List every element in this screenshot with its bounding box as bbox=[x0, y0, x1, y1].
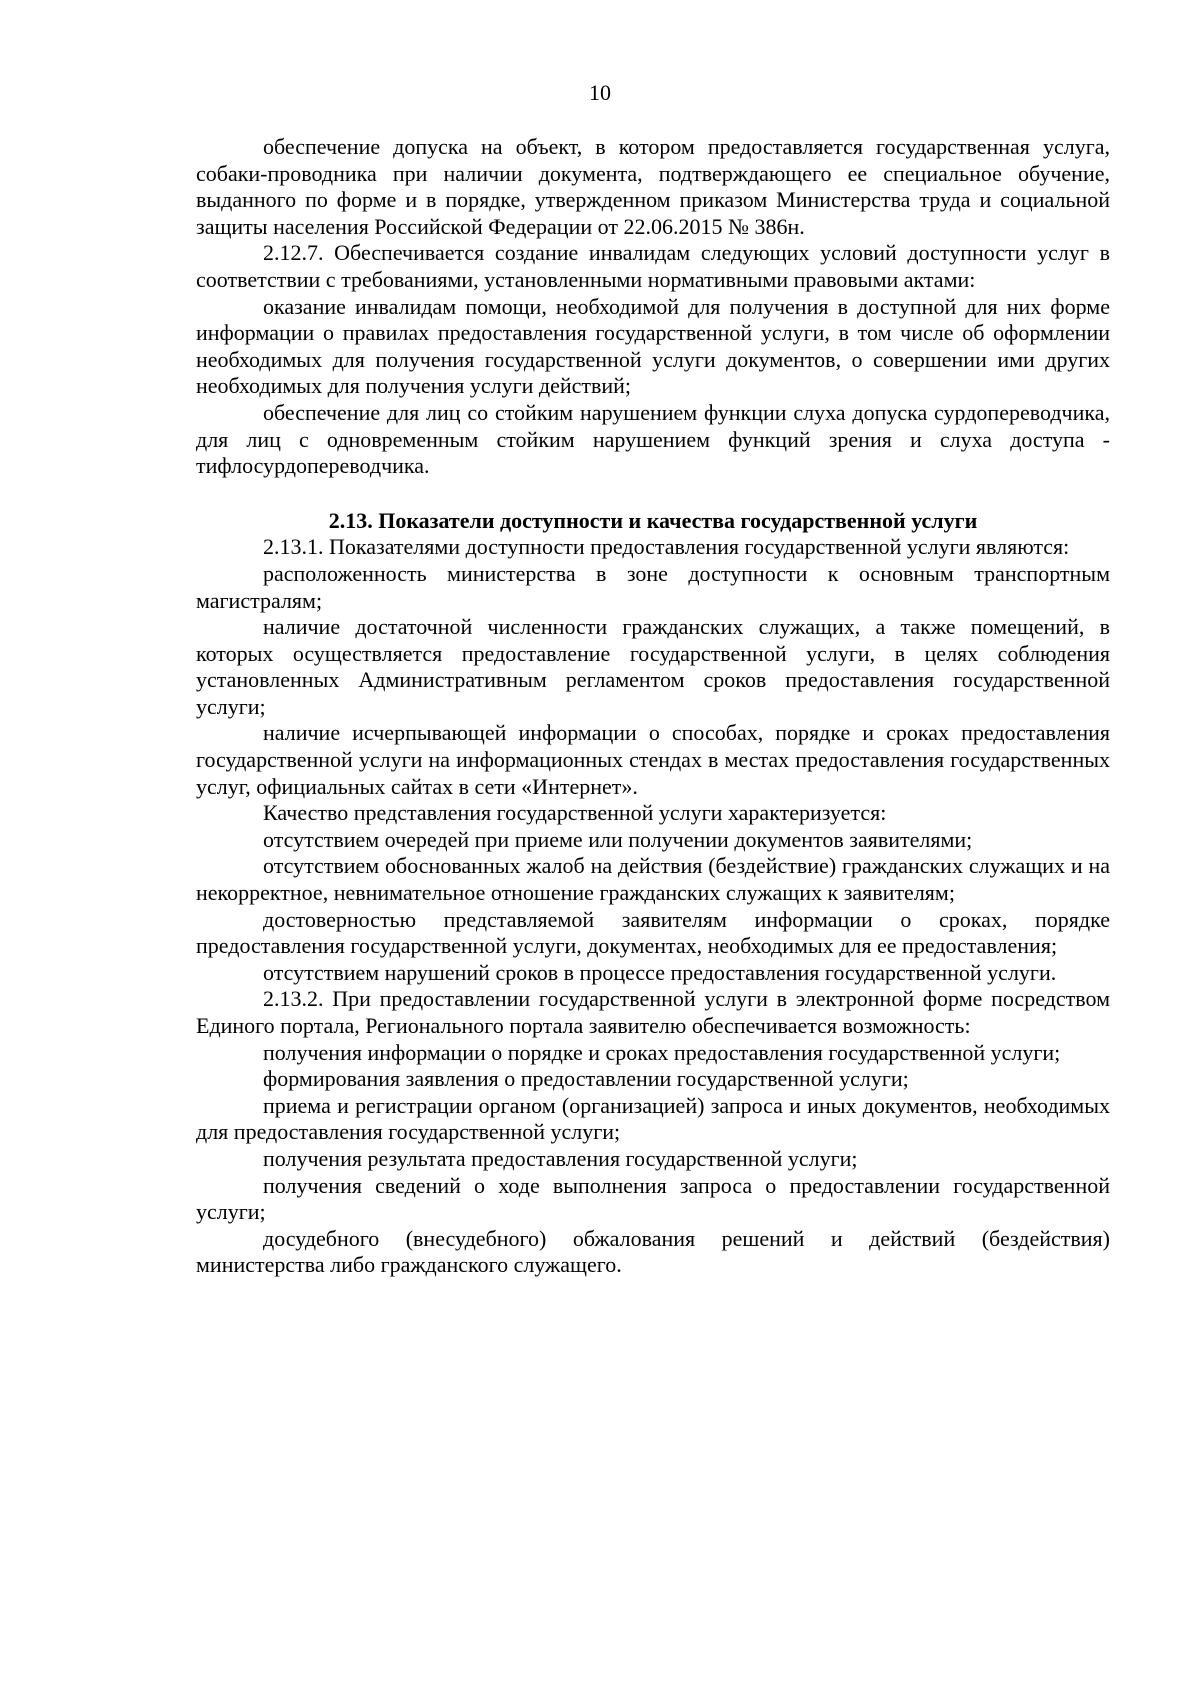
paragraph: Качество представления государственной услуги характеризуется: bbox=[263, 800, 887, 826]
paragraph: расположенность министерства в зоне доступности к основным транспортным магистралям; bbox=[196, 560, 1110, 613]
paragraph: 2.13.2. При предоставлении государственной услуги в электронной форме посредством Единого портала, Регионального портала заявителю обеспечивается возможность: bbox=[196, 986, 1110, 1038]
page-number: 10 bbox=[589, 80, 611, 105]
document-body bbox=[196, 134, 1110, 1279]
paragraph: 2.12.7. Обеспечивается создание инвалидам следующих условий доступности услуг в соответствии с требованиями, установленными нормативными правовыми актами: bbox=[196, 240, 1110, 292]
paragraph: отсутствием очередей при приеме или получении документов заявителями; bbox=[263, 826, 973, 852]
section-heading: 2.13. Показатели доступности и качества государственной услуги bbox=[328, 507, 978, 533]
paragraph: обеспечение для лиц со стойким нарушением функции слуха допуска сурдопереводчика, для лиц с одновременным стойким нарушением функций зрения и слуха доступа - тифлосурдопереводчика. bbox=[196, 399, 1110, 479]
paragraph: получения информации о порядке и сроках предоставления государственной услуги; bbox=[263, 1039, 1061, 1065]
paragraph: 2.13.1. Показателями доступности предоставления государственной услуги являются: bbox=[263, 534, 1070, 560]
paragraph: досудебного (внесудебного) обжалования решений и действий (бездействия) министерства либо гражданского служащего. bbox=[196, 1225, 1110, 1278]
paragraph: получения сведений о ходе выполнения запроса о предоставлении государственной услуги; bbox=[196, 1172, 1110, 1225]
paragraph: отсутствием обоснованных жалоб на действия (бездействие) гражданских служащих и на некорректное, невнимательное отношение гражданских служащих к заявителям; bbox=[196, 853, 1110, 906]
paragraph: оказание инвалидам помощи, необходимой для получения в доступной для них форме информации о правилах предоставления государственной услуги, в том числе об оформлении необходимых для получения государственной услуги документов, о совершении ими других необходимых для получения услуги действий; bbox=[196, 293, 1110, 399]
paragraph: приема и регистрации органом (организацией) запроса и иных документов, необходимых для предоставления государственной услуги; bbox=[196, 1092, 1110, 1145]
paragraph: наличие достаточной численности гражданских служащих, а также помещений, в которых осуществляется предоставление государственной услуги, в целях соблюдения установленных Административным регламентом сроков предоставления государственной услуги; bbox=[196, 614, 1110, 719]
paragraph: достоверностью представляемой заявителям информации о сроках, порядке предоставления государственной услуги, документах, необходимых для ее предоставления; bbox=[196, 906, 1110, 959]
paragraph: наличие исчерпывающей информации о способах, порядке и сроках предоставления государственной услуги на информационных стендах в местах предоставления государственных услуг, официальных сайтах в сети «Интернет». bbox=[196, 720, 1110, 799]
paragraph: отсутствием нарушений сроков в процессе предоставления государственной услуги. bbox=[263, 959, 1057, 985]
paragraph: получения результата предоставления государственной услуги; bbox=[263, 1145, 858, 1171]
paragraph: обеспечение допуска на объект, в котором предоставляется государственная услуга, собаки-проводника при наличии документа, подтверждающего ее специальное обучение, выданного по форме и в порядке, утвержденном приказом Министерства труда и социальной защиты населения Российской Федерации от 22.06.2015 № 386н. bbox=[196, 134, 1110, 239]
paragraph: формирования заявления о предоставлении государственной услуги; bbox=[263, 1066, 909, 1092]
